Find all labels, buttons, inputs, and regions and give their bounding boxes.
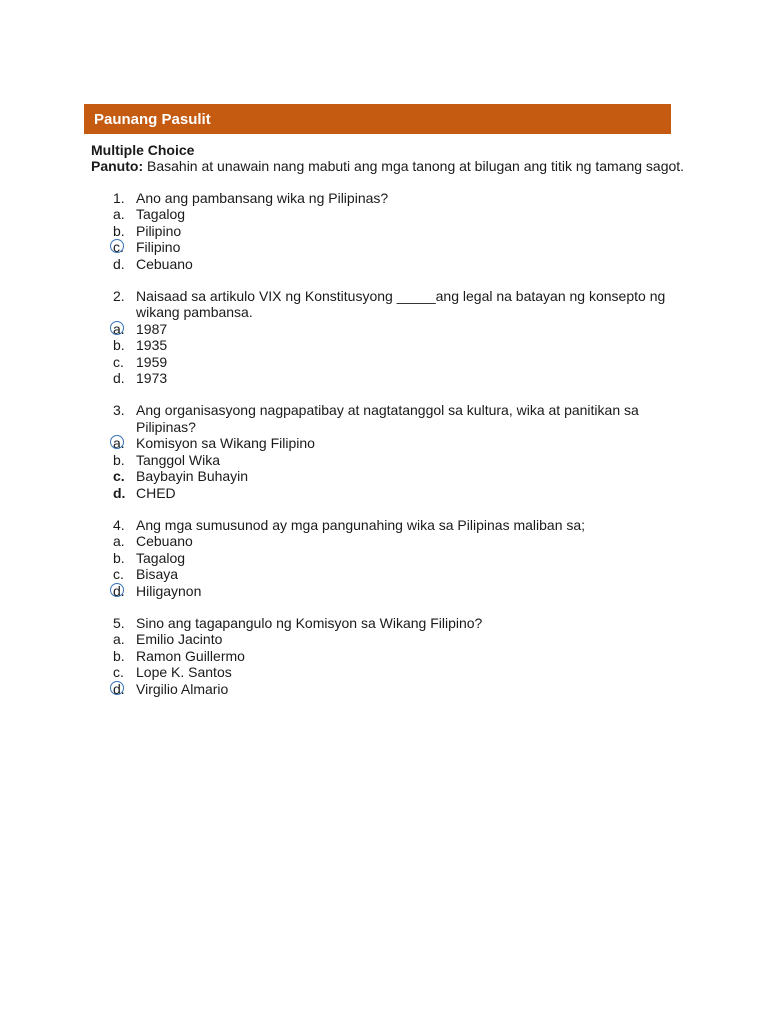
- choice-letter: d.: [113, 680, 125, 697]
- question-item: [113, 190, 673, 272]
- question-item: [113, 517, 673, 599]
- answer-choice[interactable]: [113, 239, 673, 255]
- choice-letter: c.: [113, 566, 124, 583]
- question-text: Ano ang pambansang wika ng Pilipinas?: [136, 190, 389, 206]
- answer-choice[interactable]: [113, 550, 673, 566]
- choice-letter: a.: [113, 631, 125, 648]
- choice-text: Komisyon sa Wikang Filipino: [136, 435, 315, 452]
- answer-choice[interactable]: [113, 337, 673, 353]
- choice-text: 1987: [136, 320, 168, 337]
- choice-text: Cebuano: [136, 255, 193, 272]
- choice-text: Cebuano: [136, 533, 193, 550]
- choice-letter: a.: [113, 435, 125, 452]
- banner-title: Paunang Pasulit: [94, 110, 211, 128]
- choice-letter: c.: [113, 353, 124, 370]
- choice-text: Tagalog: [136, 549, 186, 566]
- choice-text: Bisaya: [136, 566, 179, 583]
- answer-choice[interactable]: [113, 223, 673, 239]
- choice-letter: c.: [113, 664, 124, 681]
- choice-text: 1973: [136, 370, 168, 387]
- section-heading: Multiple Choice: [91, 142, 195, 158]
- choice-text: Lope K. Santos: [136, 664, 232, 681]
- answer-choice[interactable]: [113, 256, 673, 272]
- choice-letter: b.: [113, 647, 125, 664]
- answer-choice[interactable]: [113, 631, 673, 647]
- choice-letter: d.: [113, 484, 126, 501]
- question-stem: [113, 517, 673, 533]
- question-number: 5.: [113, 614, 125, 631]
- choice-letter: c.: [113, 468, 125, 485]
- question-text: Ang organisasyong nagpapatibay at nagtatanggol sa kultura, wika at panitikan sa Pilipinas?: [136, 402, 639, 435]
- choice-letter: b.: [113, 337, 125, 354]
- answer-choice[interactable]: [113, 206, 673, 222]
- choice-letter: d.: [113, 370, 125, 387]
- answer-choice[interactable]: [113, 370, 673, 386]
- choice-text: Hiligaynon: [136, 582, 202, 599]
- choice-letter: b.: [113, 222, 125, 239]
- choice-text: 1959: [136, 353, 168, 370]
- question-number: 4.: [113, 516, 125, 533]
- answer-choice[interactable]: [113, 681, 673, 697]
- answer-choice[interactable]: [113, 321, 673, 337]
- question-stem: [113, 402, 673, 435]
- question-item: [113, 402, 673, 500]
- answer-choice[interactable]: [113, 533, 673, 549]
- answer-choice[interactable]: [113, 664, 673, 680]
- choice-letter: c.: [113, 239, 124, 256]
- question-item: [113, 288, 673, 386]
- question-stem: [113, 190, 673, 206]
- answer-circle-mark: [110, 681, 124, 695]
- choice-letter: b.: [113, 451, 125, 468]
- choice-text: Tagalog: [136, 206, 186, 223]
- choice-letter: d.: [113, 255, 125, 272]
- question-number: 2.: [113, 288, 125, 305]
- answer-choice[interactable]: [113, 485, 673, 501]
- answer-choice[interactable]: [113, 468, 673, 484]
- question-text: Sino ang tagapangulo ng Komisyon sa Wikang Filipino?: [136, 614, 483, 631]
- answer-choice[interactable]: [113, 648, 673, 664]
- choice-text: Ramon Guillermo: [136, 647, 245, 664]
- instructions-text: Basahin at unawain nang mabuti ang mga tanong at bilugan ang titik ng tamang sagot.: [147, 158, 685, 174]
- question-item: [113, 615, 673, 697]
- answer-circle-mark: [110, 583, 124, 597]
- section-banner: [84, 104, 671, 134]
- question-stem: [113, 615, 673, 631]
- question-list: [113, 190, 673, 713]
- answer-circle-mark: [110, 321, 124, 335]
- answer-choice[interactable]: [113, 583, 673, 599]
- question-text: Naisaad sa artikulo VIX ng Konstitusyong _____ang legal na batayan ng konsepto ng wikang pambansa.: [136, 288, 666, 321]
- question-number: 1.: [113, 190, 125, 206]
- choice-text: 1935: [136, 337, 168, 354]
- choice-letter: a.: [113, 533, 125, 550]
- answer-choice[interactable]: [113, 435, 673, 451]
- choice-text: Emilio Jacinto: [136, 631, 223, 648]
- choice-text: Pilipino: [136, 222, 182, 239]
- choice-text: Baybayin Buhayin: [136, 468, 249, 485]
- answer-choice[interactable]: [113, 566, 673, 582]
- question-text: Ang mga sumusunod ay mga pangunahing wika sa Pilipinas maliban sa;: [136, 516, 586, 533]
- instructions: [91, 158, 684, 174]
- choice-letter: a.: [113, 206, 125, 223]
- choice-letter: b.: [113, 549, 125, 566]
- choice-text: Tanggol Wika: [136, 451, 221, 468]
- question-number: 3.: [113, 402, 125, 419]
- choice-text: Virgilio Almario: [136, 680, 229, 697]
- answer-choice[interactable]: [113, 354, 673, 370]
- choice-letter: d.: [113, 582, 125, 599]
- instructions-label: Panuto:: [91, 158, 144, 174]
- answer-choice[interactable]: [113, 452, 673, 468]
- question-stem: [113, 288, 673, 321]
- choice-letter: a.: [113, 320, 125, 337]
- choice-text: Filipino: [136, 239, 181, 256]
- choice-text: CHED: [136, 484, 176, 501]
